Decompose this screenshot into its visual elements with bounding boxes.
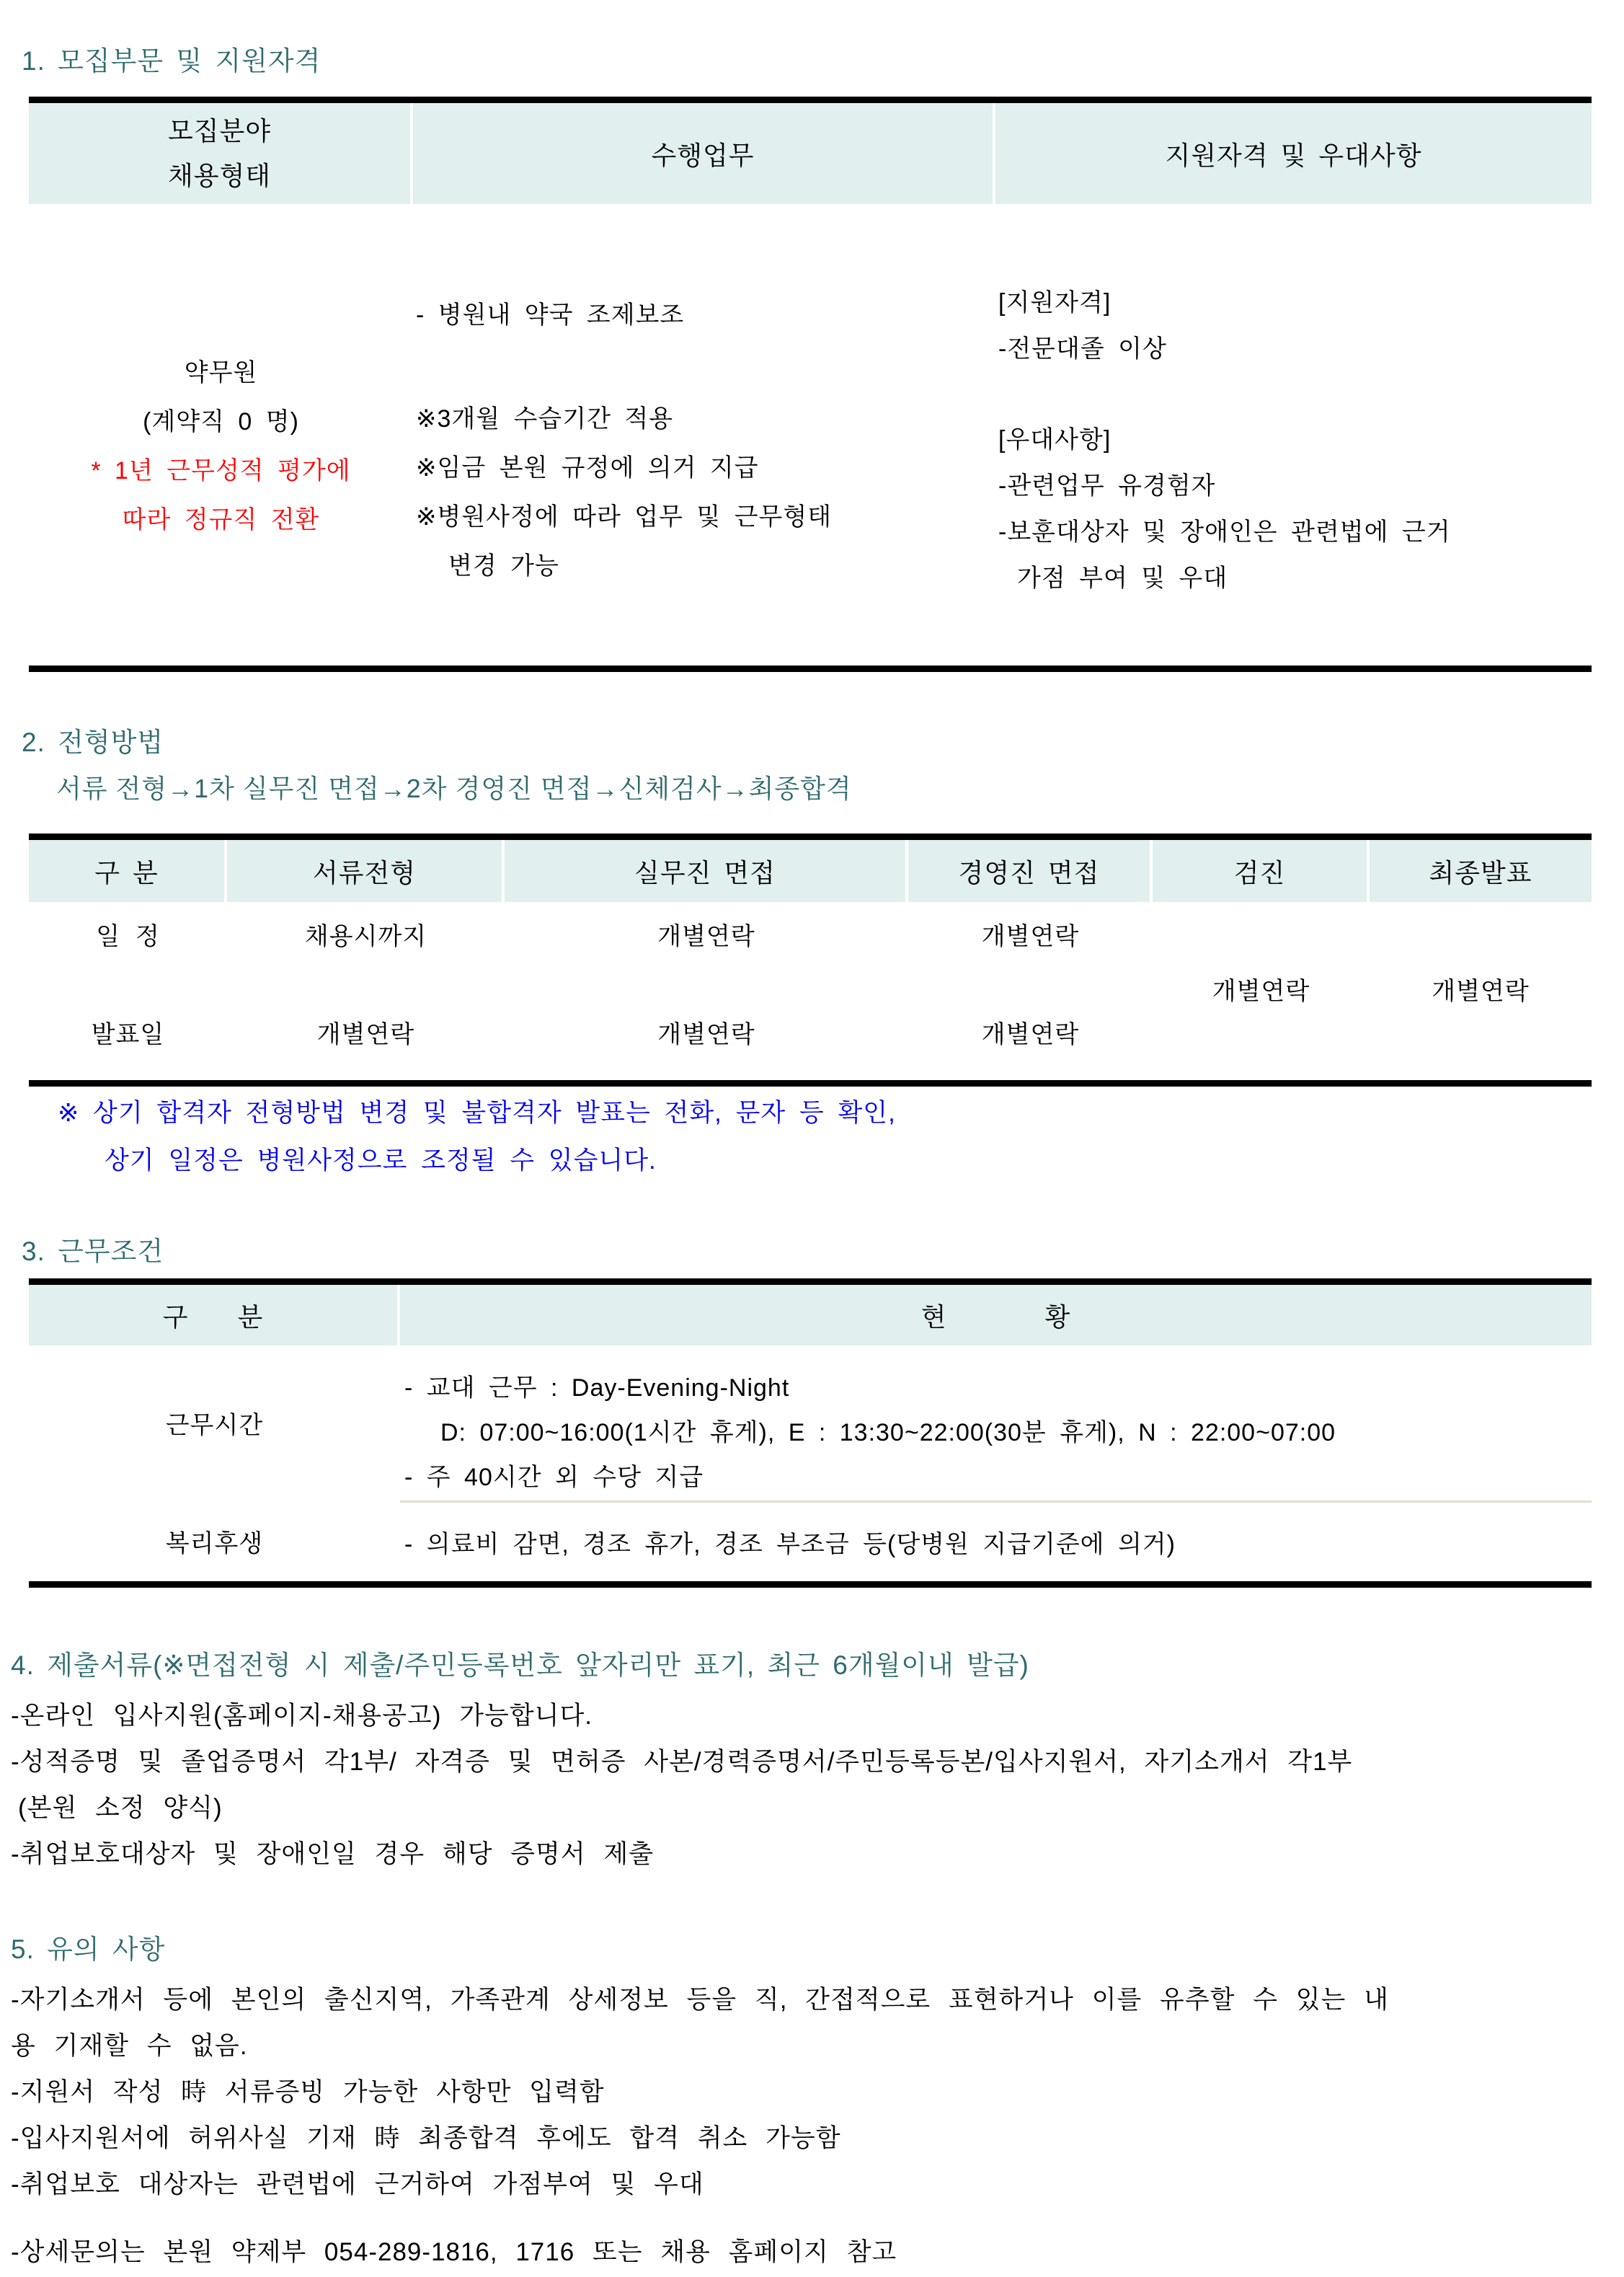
preference-line3: 가점 부여 및 우대	[1017, 565, 1228, 592]
work-hours-line2: D: 07:00~16:00(1시간 휴게), E : 13:30~22:00(30분 휴게), N : 22:00~07:00	[440, 1419, 1336, 1446]
header-document-screening: 서류전형	[227, 840, 505, 902]
schedule-executive-date: 개별연락	[981, 923, 1080, 950]
duties-line3: ※임금 본원 규정에 의거 지급	[416, 454, 759, 482]
work-hours-detail	[400, 1345, 1592, 1500]
cell-duties	[413, 204, 995, 666]
welfare-detail: - 의료비 감면, 경조 휴가, 경조 부조금 등(당병원 지급기준에 의거)	[400, 1500, 1592, 1581]
duties-line4: ※병원사정에 따라 업무 및 근무형태	[416, 503, 833, 531]
work-hours-label: 근무시간	[165, 1412, 264, 1439]
row-label-announcement: 발표일	[91, 1021, 165, 1048]
header-work-status: 현 황	[920, 1301, 1071, 1332]
header-executive-interview: 경영진 면접	[908, 840, 1153, 902]
schedule-staff-date: 개별연락	[657, 923, 755, 950]
section1-title: 1. 모집부문 및 지원자격	[22, 46, 321, 76]
announcement-document-date: 개별연락	[316, 1021, 415, 1048]
section5-line1: -자기소개서 등에 본인의 출신지역, 가족관계 상세정보 등을 직, 간접적으로 표현하거나 이를 유추할 수 있는 내	[11, 1986, 1389, 2014]
preference-header: [우대사항]	[998, 426, 1111, 454]
position-note-red-1: * 1년 근무성적 평가에	[91, 457, 351, 485]
qualification-line1: -전문대졸 이상	[998, 335, 1167, 363]
recruitment-table	[29, 97, 1592, 672]
cell-position	[29, 204, 413, 666]
position-note-red-2: 따라 정규직 전환	[122, 506, 320, 534]
schedule-col-executive-interview	[908, 902, 1153, 1080]
schedule-table-body	[29, 902, 1592, 1080]
header-staff-interview: 실무진 면접	[505, 840, 908, 902]
schedule-col-final: 개별연락	[1432, 977, 1530, 1005]
section3-title: 3. 근무조건	[22, 1237, 164, 1266]
header-work-category: 구 분	[29, 1285, 400, 1345]
header-final-announcement: 최종발표	[1429, 857, 1532, 888]
welfare-row	[29, 1500, 1592, 1581]
section5-line2: 용 기재할 수 없음.	[11, 2032, 248, 2060]
header-recruit-field-line1: 모집분야	[167, 116, 272, 146]
header-medical-exam: 검진	[1153, 840, 1370, 902]
row-label-schedule: 일 정	[96, 923, 160, 950]
position-headcount: (계약직 0 명)	[143, 408, 299, 435]
qualification-header: [지원자격]	[998, 289, 1111, 317]
schedule-table	[29, 834, 1592, 1087]
section4-line2: -성적증명 및 졸업증명서 각1부/ 자격증 및 면허증 사본/경력증명서/주민등록등본/입사지원서, 자기소개서 각1부	[11, 1748, 1353, 1776]
position-name: 약무원	[184, 359, 258, 386]
section4-line4: -취업보호대상자 및 장애인일 경우 해당 증명서 제출	[11, 1840, 655, 1868]
section4-title: 4. 제출서류(※면접전형 시 제출/주민등록번호 앞자리만 표기, 최근 6개월이내 발급)	[11, 1650, 1029, 1680]
section4-line3: (본원 소정 양식)	[18, 1794, 223, 1822]
schedule-table-header	[29, 840, 1592, 902]
schedule-row-labels	[29, 902, 227, 1080]
section4-line1: -온라인 입사지원(홈페이지-채용공고) 가능합니다.	[11, 1702, 593, 1730]
header-qualifications: 지원자격 및 우대사항	[1165, 140, 1422, 170]
work-conditions-header	[29, 1285, 1592, 1345]
recruitment-table-header	[29, 103, 1592, 204]
header-category: 구 분	[29, 840, 227, 902]
schedule-document-date: 채용시까지	[304, 923, 427, 950]
schedule-col-document	[227, 902, 505, 1080]
header-recruit-field-line2: 채용형태	[167, 161, 272, 190]
work-conditions-table	[29, 1278, 1592, 1588]
work-hours-line3: - 주 40시간 외 수당 지급	[404, 1464, 704, 1491]
schedule-col-staff-interview	[505, 902, 908, 1080]
schedule-note-line2: 상기 일정은 병원사정으로 조정될 수 있습니다.	[105, 1146, 657, 1175]
section2-title: 2. 전형방법	[22, 728, 164, 757]
work-hours-row	[29, 1345, 1592, 1500]
announcement-executive-date: 개별연락	[981, 1021, 1080, 1048]
announcement-staff-date: 개별연락	[657, 1021, 755, 1048]
schedule-col-medical-exam: 개별연락	[1212, 977, 1310, 1005]
cell-qualifications	[995, 204, 1592, 666]
section5-line4: -입사지원서에 허위사실 기재 時 최종합격 후에도 합격 취소 가능함	[11, 2124, 841, 2152]
schedule-note-line1: ※ 상기 합격자 전형방법 변경 및 불합격자 발표는 전화, 문자 등 확인,	[58, 1099, 896, 1127]
duties-line5: 변경 가능	[448, 552, 559, 580]
section5-line5: -취업보호 대상자는 관련법에 근거하여 가점부여 및 우대	[11, 2170, 704, 2198]
selection-process-flow: 서류 전형→1차 실무진 면접→2차 경영진 면접→신체검사→최종합격	[56, 774, 852, 803]
section5-line6: -상세문의는 본원 약제부 054-289-1816, 1716 또는 채용 홈페이지 참고	[11, 2238, 897, 2266]
work-hours-line1: - 교대 근무 : Day-Evening-Night	[404, 1374, 790, 1402]
header-duties: 수행업무	[413, 103, 995, 204]
preference-line1: -관련업무 유경험자	[998, 472, 1216, 500]
section5-title: 5. 유의 사항	[11, 1935, 166, 1964]
header-recruit-field	[29, 103, 413, 204]
recruitment-table-body	[29, 204, 1592, 666]
section5-line3: -지원서 작성 時 서류증빙 가능한 사항만 입력함	[11, 2078, 605, 2106]
welfare-label: 복리후생	[165, 1529, 264, 1557]
duties-line2: ※3개월 수습기간 적용	[416, 405, 674, 433]
duties-line1: - 병원내 약국 조제보조	[416, 301, 685, 329]
preference-line2: -보훈대상자 및 장애인은 관련법에 근거	[998, 518, 1451, 546]
